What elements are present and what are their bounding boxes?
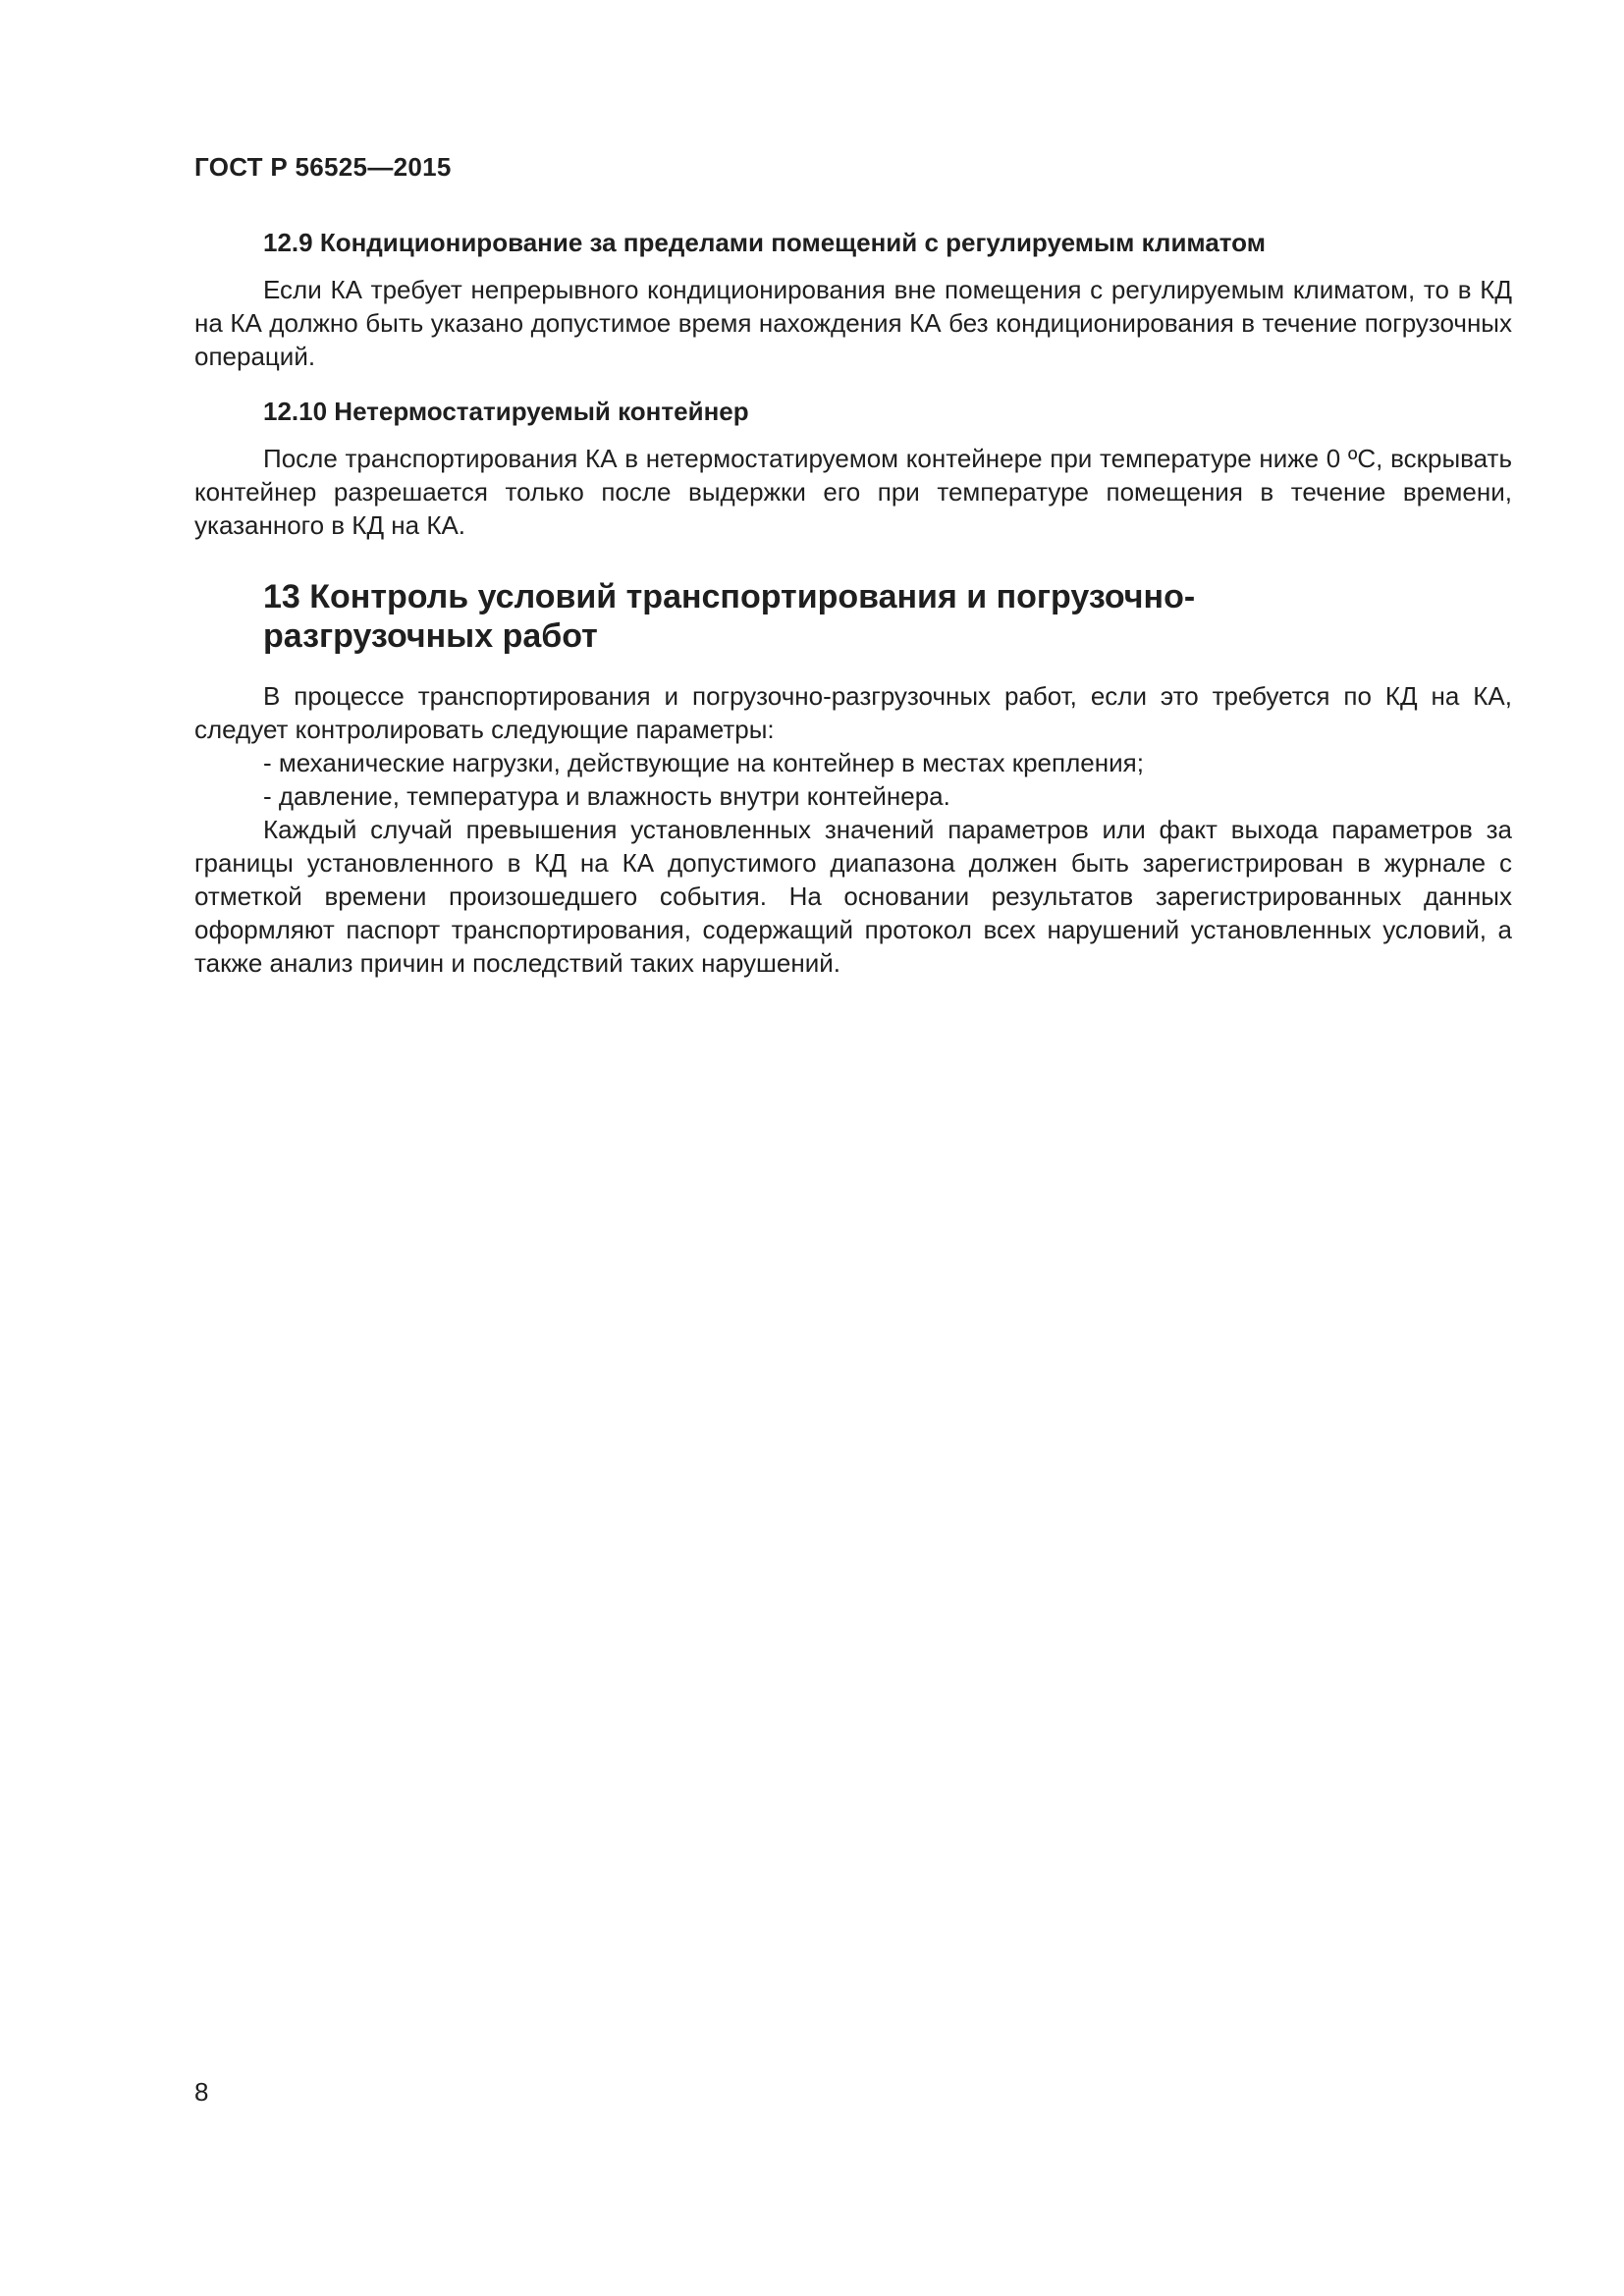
list-item: - давление, температура и влажность внутри контейнера. <box>263 781 950 811</box>
document-header: ГОСТ Р 56525—2015 <box>194 152 452 182</box>
spacer <box>194 373 1512 395</box>
subsection-12-9-title: 12.9 Кондиционирование за пределами помещений с регулируемым климатом <box>263 228 1266 257</box>
section-13-intro: В процессе транспортирования и погрузочно-разгрузочных работ, если это требуется по КД на КА, следует контролировать следующие параметры: <box>194 681 1512 744</box>
list-item: - механические нагрузки, действующие на контейнер в местах крепления; <box>263 748 1144 777</box>
subsection-12-10-text: После транспортирования КА в нетермостатируемом контейнере при температуре ниже 0 ºС, вскрывать контейнер разрешается только после выдержки его при температуре помещения в течение времени, указанного в КД на КА. <box>194 444 1512 540</box>
subsection-12-10-title: 12.10 Нетермостатируемый контейнер <box>263 397 749 426</box>
document-body <box>194 226 1512 980</box>
subsection-12-9-text: Если КА требует непрерывного кондиционирования вне помещения с регулируемым климатом, то в КД на КА должно быть указано допустимое время нахождения КА без кондиционирования в течение погрузочных операций. <box>194 275 1512 371</box>
page-number: 8 <box>194 2077 209 2107</box>
section-13-text: Каждый случай превышения установленных значений параметров или факт выхода параметров за границы установленного в КД на КА допустимого диапазона должен быть зарегистрирован в журнале с отметкой времени произошедшего события. На основании результатов зарегистрированных данных оформляют паспорт транспортирования, содержащий протокол всех нарушений установленных условий, а также анализ причин и последствий таких нарушений. <box>194 815 1512 978</box>
section-13-title: 13 Контроль условий транспортирования и погрузочно-разгрузочных работ <box>263 578 1196 655</box>
